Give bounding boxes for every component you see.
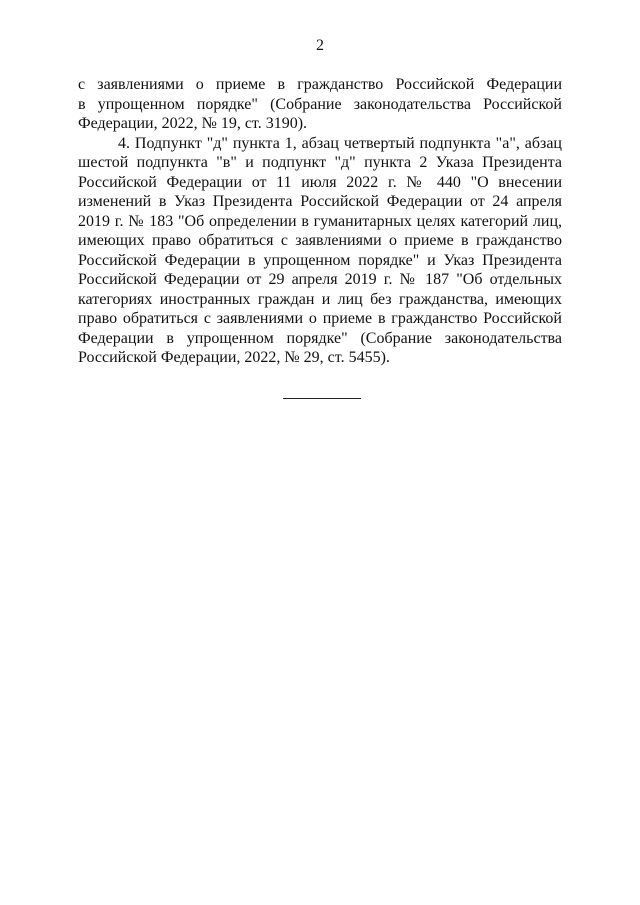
paragraph-line: Российской Федерации от 11 июля 2022 г. № 440 "О внесении (78, 173, 562, 191)
paragraph-line: имеющих право обратиться с заявлениями о приеме в гражданство (78, 232, 562, 249)
end-separator-line (283, 398, 361, 399)
paragraph-line: право обратиться с заявлениями о приеме в гражданство Российской (78, 310, 562, 327)
paragraph-line: категориях иностранных граждан и лиц без гражданства, имеющих (78, 290, 562, 308)
document-body (78, 75, 562, 368)
paragraph-line: шестой подпункта "в" и подпункт "д" пункта 2 Указа Президента (78, 154, 562, 171)
item-4-first-line: 4. Подпункт "д" пункта 1, абзац четвертый подпункта "а", абзац (118, 134, 562, 152)
paragraph-line: с заявлениями о приеме в гражданство Российской Федерации (78, 76, 562, 93)
paragraph-line: Российской Федерации в упрощенном порядке" и Указ Президента (78, 251, 562, 269)
paragraph-line: Российской Федерации от 29 апреля 2019 г. № 187 "Об отдельных (78, 271, 562, 288)
paragraph-line: Федерации в упрощенном порядке" (Собрание законодательства (78, 329, 562, 347)
paragraph-line: Федерации, 2022, № 19, ст. 3190). (78, 115, 308, 132)
paragraph-line: Российской Федерации, 2022, № 29, ст. 5455). (78, 349, 390, 366)
paragraph-line: изменений в Указ Президента Российской Федерации от 24 апреля (78, 193, 562, 210)
paragraph-line: 2019 г. № 183 "Об определении в гуманитарных целях категорий лиц, (78, 212, 562, 230)
paragraph-line: в упрощенном порядке" (Собрание законодательства Российской (78, 95, 562, 113)
page-number: 2 (316, 37, 324, 54)
